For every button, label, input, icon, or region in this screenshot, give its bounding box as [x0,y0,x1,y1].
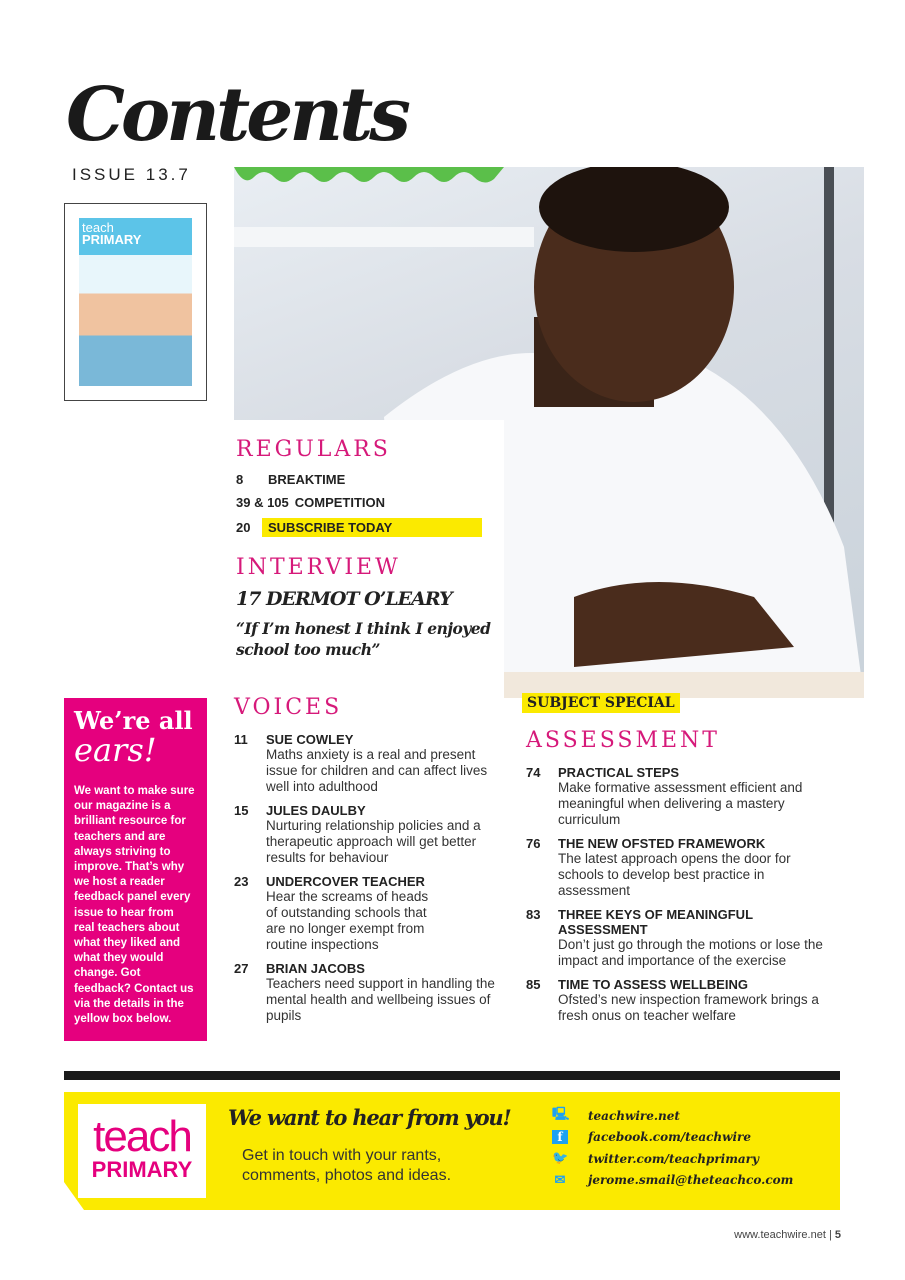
contact-list [552,1105,793,1191]
item-title: BREAKTIME [268,472,346,487]
assessment-item[interactable] [526,836,826,899]
page-number: 11 [234,732,248,747]
contact-facebook[interactable] [552,1127,793,1149]
assessment-heading: ASSESSMENT [526,728,720,753]
page-number: 83 [526,907,541,922]
regulars-section [236,437,496,660]
contact-email[interactable] [552,1170,793,1192]
mail-icon: ✉ [554,1172,566,1188]
page-number: 74 [526,765,541,780]
page-number: 39 & 105 [236,495,289,510]
interview-heading: INTERVIEW [236,555,401,580]
issue-number: ISSUE 13.7 [72,165,191,184]
cover-logo [82,222,141,246]
regular-item[interactable] [236,495,496,510]
teach-primary-logo [78,1104,206,1198]
facebook-icon: f [552,1130,568,1144]
contact-twitter[interactable] [552,1148,793,1170]
logo-teach: teach [93,1112,191,1161]
regular-item-subscribe[interactable] [236,518,496,537]
item-description: Nurturing relationship policies and a therapeutic approach will get better results for behaviour [266,818,481,865]
page-number: 20 [236,520,251,535]
voices-heading: VOICES [234,695,343,720]
voices-item[interactable] [234,874,499,953]
item-description: Ofsted’s new inspection framework brings a fresh onus on teacher welfare [558,992,819,1023]
interview-quote: “If I’m honest I think I enjoyed school too much” [236,619,491,659]
item-title: TIME TO ASSESS WELLBEING [558,977,748,992]
regular-item[interactable] [236,472,496,487]
contact-text: teachwire.net [588,1108,680,1123]
item-description: Make formative assessment efficient and meaningful when delivering a mastery curriculum [558,780,803,827]
contact-website[interactable] [552,1105,793,1127]
item-title: BRIAN JACOBS [266,961,365,976]
voices-item[interactable] [234,803,499,866]
page-number: 8 [236,472,244,487]
contact-text: facebook.com/teachwire [588,1130,751,1145]
item-title: PRACTICAL STEPS [558,765,680,780]
item-title: JULES DAULBY [266,803,366,818]
cover-logo-top: teach [82,220,114,235]
logo-primary: PRIMARY [91,1157,193,1182]
page-number: 5 [834,1229,841,1241]
voices-section [234,695,499,1032]
item-title: THE NEW OFSTED FRAMEWORK [558,836,766,851]
footer-url[interactable]: www.teachwire.net [734,1229,826,1241]
assessment-item[interactable] [526,907,826,969]
computer-icon: 🖳 [552,1106,570,1122]
item-title-highlighted: SUBSCRIBE TODAY [262,518,482,537]
magazine-cover-thumbnail [64,203,207,401]
item-description: Hear the screams of heads of outstanding schools that are no longer exempt from routine inspections [266,889,429,952]
item-description: Maths anxiety is a real and present issue for children and can affect lives well into adulthood [266,747,488,794]
cover-logo-bottom: PRIMARY [82,232,142,247]
sidebar-title-script: ears! [74,731,157,769]
voices-item[interactable] [234,961,499,1024]
sidebar-body: We want to make sure our magazine is a brilliant resource for teachers and are always striving to improve. That’s why we host a reader feedback panel every issue to hear from real teachers about what they liked and what they would change. Got feedback? Contact us via the details in the yellow box below. [74,785,195,1026]
item-description: The latest approach opens the door for schools to develop best practice in assessment [558,851,791,898]
page-number: 27 [234,961,249,976]
item-title: COMPETITION [294,495,386,510]
item-title: SUE COWLEY [266,732,354,747]
subject-special-badge: SUBJECT SPECIAL [522,693,680,713]
twitter-icon: 🐦 [552,1151,569,1167]
sidebar-title: We’re all [74,706,193,735]
page-title: Contents [66,72,407,158]
interview-title[interactable]: 17 DERMOT O’LEARY [236,588,452,610]
contact-heading: We want to hear from you! [228,1105,511,1130]
contact-text: jerome.smail@theteachco.com [588,1173,794,1188]
item-description: Don’t just go through the motions or lose the impact and importance of the exercise [558,937,823,968]
voices-item[interactable] [234,732,499,795]
regulars-heading: REGULARS [236,437,391,462]
cover-image [79,218,192,386]
item-title: UNDERCOVER TEACHER [266,874,425,889]
item-description: Teachers need support in handling the mental health and wellbeing issues of pupils [266,976,495,1023]
assessment-section [526,728,826,1032]
page-number: 15 [234,803,249,818]
page-number: 23 [234,874,249,889]
page-number: 85 [526,977,541,992]
assessment-item[interactable] [526,977,826,1024]
feedback-sidebar [64,698,207,1041]
item-title: THREE KEYS OF MEANINGFUL ASSESSMENT [558,907,753,937]
page-number: 76 [526,836,541,851]
contact-text: twitter.com/teachprimary [588,1151,759,1166]
contact-body: Get in touch with your rants, comments, photos and ideas. [242,1147,452,1184]
assessment-item[interactable] [526,765,826,828]
page-footer: www.teachwire.net | 5 [734,1229,841,1241]
divider-bar [64,1071,840,1080]
